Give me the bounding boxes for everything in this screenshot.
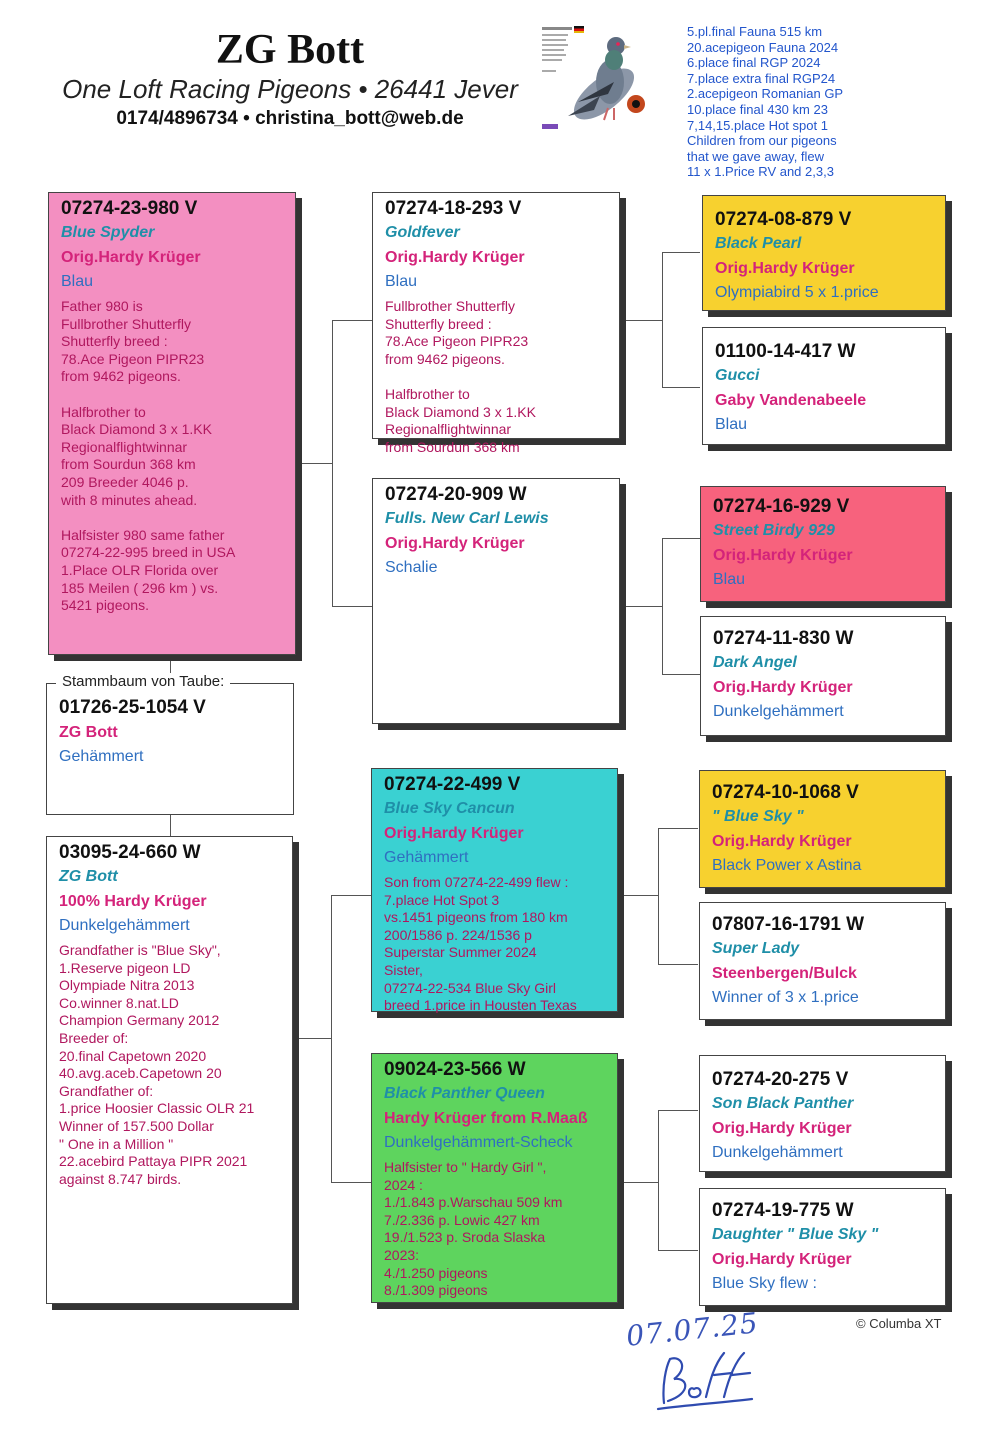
ring-number: 01100-14-417 W [715,341,856,362]
connector-line [658,1250,698,1251]
ring-number: 07274-22-499 V [384,774,521,795]
achievement-item: 7.place extra final RGP24 [687,70,836,86]
pigeon-name: Fulls. New Carl Lewis [385,510,549,527]
plumage-color: Blau [61,273,94,290]
achievement-item: 2.acepigeon Romanian GP [687,86,844,102]
pedigree-box-father-father [372,192,620,455]
plumage-color: Schalie [385,559,438,576]
connector-line [620,606,662,607]
connector-line [658,1110,698,1111]
pedigree-box-mother [46,836,293,1304]
achievement-item: that we gave away, flew [687,148,825,164]
connector-line [332,320,333,606]
plumage-color: Gehämmert [59,748,144,765]
ring-number: 07274-23-980 V [61,198,198,219]
achievement-item: 7,14,15.place Hot spot 1 [687,117,828,133]
ring-number: 03095-24-660 W [59,842,201,863]
ring-number: 09024-23-566 W [384,1059,526,1080]
pedigree-label: Stammbaum von Taube: [56,673,230,690]
pedigree-box-mother-mother [371,1053,618,1303]
pedigree-box-fff [702,195,946,311]
connector-line [662,252,663,387]
pigeon-name: Daughter " Blue Sky " [712,1226,879,1243]
ring-number: 07274-11-830 W [713,628,854,649]
handwritten-date: 07.07.25 [624,1306,761,1353]
signature-icon [648,1345,758,1415]
pigeon-name: ZG Bott [59,868,118,885]
breeder-name: Orig.Hardy Krüger [712,833,852,850]
connector-line [658,1110,659,1250]
connector-line [620,320,662,321]
connector-line [331,1182,371,1183]
connector-line [662,387,700,388]
page-title: ZG Bott [215,27,365,73]
achievement-item: 6.place final RGP 2024 [687,55,821,71]
connector-line [332,320,372,321]
pigeon-icon [538,24,650,136]
pigeon-info: Blau [715,416,748,433]
contact-info: 0174/4896734 • christina_bott@web.de [116,108,464,129]
ring-number: 01726-25-1054 V [59,697,206,718]
connector-line [170,655,171,673]
achievement-item: 5.pl.final Fauna 515 km [687,24,823,39]
pigeon-info: Black Power x Astina [712,857,862,874]
achievement-item: 10.place final 430 km 23 [687,101,828,117]
pigeon-name: Dark Angel [713,654,797,671]
pigeon-description: Father 980 is Fullbrother Shutterfly Shutterfly breed : 78.Ace Pigeon PIPR23 from 9462 pigeons. Halfbrother to Black Diamond 3 x 1.KK Regionalflightwinnar from Sourdun 368 km 209 Breeder 4046 p. with 8 minutes ahead. Halfsister 980 same father 07274-22-995 breed in USA 1.Place OLR Florida over 185 Meilen ( 296 km ) vs. 5421 pigeons. [61,298,236,614]
breeder-name: Hardy Krüger from R.Maaß [384,1110,588,1127]
connector-line [331,895,371,896]
connector-line [332,606,372,607]
pedigree-box-mother-father [371,768,618,1012]
signature [648,1345,758,1415]
connector-line [658,964,698,965]
pigeon-info: Olympiabird 5 x 1.price [715,284,879,301]
pigeon-info: Blue Sky flew : [712,1275,817,1292]
pigeon-name: Black Pearl [715,235,802,252]
connector-line [662,538,700,539]
connector-line [618,1182,658,1183]
plumage-color: Blau [385,273,418,290]
breeder-name: Orig.Hardy Krüger [384,825,524,842]
ring-number: 07274-10-1068 V [712,782,859,803]
ring-number: 07274-08-879 V [715,209,852,230]
breeder-name: 100% Hardy Krüger [59,893,207,910]
pigeon-description: Grandfather is "Blue Sky", 1.Reserve pigeon LD Olympiade Nitra 2013 Co.winner 8.nat.LD Champion Germany 2012 Breeder of: 20.final Capetown 2020 40.avg.aceb.Capetown 20 Grandfather of: 1.price Hoosier Classic OLR 21 Winner of 157.500 Dollar " One in a Million " 22.acebird Pattaya PIPR 2021 against 8.747 birds. [59,942,255,1187]
connector-line [293,1038,331,1039]
pigeon-name: Goldfever [385,224,460,241]
pigeon-name: Super Lady [712,940,800,957]
achievement-item: 20.acepigeon Fauna 2024 [687,39,839,55]
pigeon-info: Blau [713,571,746,588]
connector-line [170,815,171,836]
pigeon-name: ZG Bott [59,724,118,741]
ring-number: 07274-20-275 V [712,1069,849,1090]
connector-line [331,895,332,1182]
connector-line [662,252,700,253]
breeder-name: Orig.Hardy Krüger [715,260,855,277]
pedigree-box-mff [699,770,946,888]
pedigree-box-fmm [700,616,946,736]
breeder-name: Orig.Hardy Krüger [385,535,525,552]
pigeon-name: " Blue Sky " [712,808,804,825]
connector-line [658,828,659,964]
ring-number: 07274-16-929 V [713,496,850,517]
breeder-name: Orig.Hardy Krüger [713,547,853,564]
pigeon-info: Dunkelgehämmert [713,703,844,720]
pigeon-name: Street Birdy 929 [713,522,835,539]
breeder-name: Steenbergen/Bulck [712,965,857,982]
pigeon-info: Dunkelgehämmert [712,1144,843,1161]
breeder-name: Orig.Hardy Krüger [61,249,201,266]
pedigree-box-father [48,192,296,655]
breeder-name: Orig.Hardy Krüger [712,1251,852,1268]
copyright-notice: © Columba XT [856,1316,942,1331]
page-subtitle: One Loft Racing Pigeons • 26441 Jever [62,74,518,104]
achievement-item: Children from our pigeons [687,133,837,149]
pedigree-box-fmf [700,486,946,602]
ring-number: 07274-19-775 W [712,1200,854,1221]
ring-number: 07807-16-1791 W [712,914,865,935]
pedigree-box-mmf [699,1055,946,1172]
connector-line [662,674,700,675]
plumage-color: Gehämmert [384,849,469,866]
pigeon-photo [538,24,650,136]
achievements-list [687,24,987,180]
connector-line [658,828,698,829]
pedigree-box-ffm [702,327,946,445]
plumage-color: Dunkelgehämmert-Scheck [384,1134,573,1151]
pigeon-name: Blue Sky Cancun [384,800,515,817]
achievement-item: 11 x 1.Price RV and 2,3,3 [687,164,834,180]
pedigree-box-subject [46,683,294,815]
pigeon-description: Fullbrother Shutterfly Shutterfly breed : 78.Ace Pigeon PIPR23 from 9462 pigeons. Halfbrother to Black Diamond 3 x 1.KK Regionalflightwinnar from Sourdun 368 km [385,298,536,455]
pedigree-box-mfm [699,902,946,1020]
plumage-color: Dunkelgehämmert [59,917,190,934]
breeder-name: Orig.Hardy Krüger [712,1120,852,1137]
pedigree-box-mmm [699,1188,946,1306]
connector-line [296,463,332,464]
pigeon-name: Blue Spyder [61,224,155,241]
breeder-name: Orig.Hardy Krüger [385,249,525,266]
ring-number: 07274-18-293 V [385,198,522,219]
breeder-name: Orig.Hardy Krüger [713,679,853,696]
pigeon-description: Halfsister to " Hardy Girl ", 2024 : 1./1.843 p.Warschau 509 km 7./2.336 p. Lowic 427 km 19./1.523 p. Sroda Slaska 2023: 4./1.250 pigeons 8./1.309 pigeons [384,1159,563,1299]
pigeon-name: Black Panther Queen [384,1085,545,1102]
pigeon-name: Gucci [715,367,760,384]
pigeon-name: Son Black Panther [712,1095,854,1112]
pigeon-description: Son from 07274-22-499 flew : 7.place Hot Spot 3 vs.1451 pigeons from 180 km 200/1586 p. 224/1536 p Superstar Summer 2024 Sister, 07274-22-534 Blue Sky Girl breed 1.price in Housten Texas [384,874,577,1014]
pedigree-box-father-mother [372,478,620,724]
breeder-name: Gaby Vandenabeele [715,392,867,409]
connector-line [662,538,663,674]
ring-number: 07274-20-909 W [385,484,527,505]
connector-line [618,895,658,896]
pigeon-info: Winner of 3 x 1.price [712,989,859,1006]
